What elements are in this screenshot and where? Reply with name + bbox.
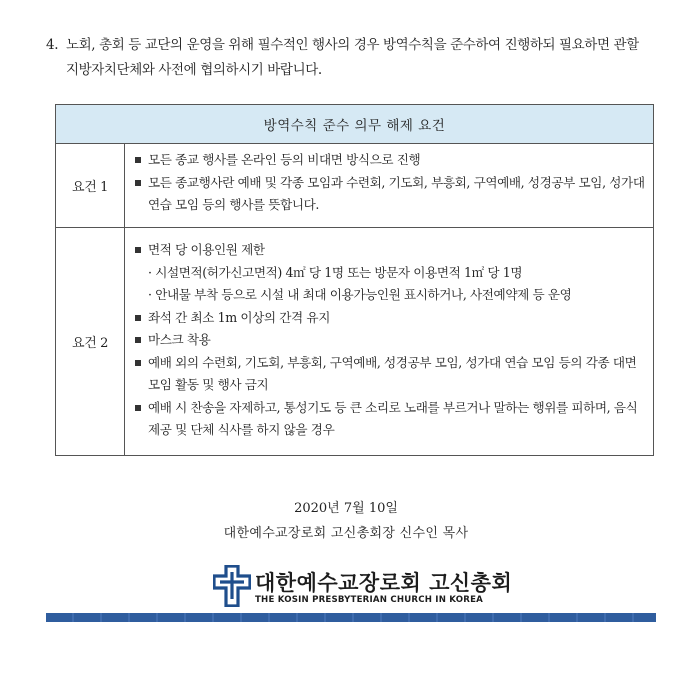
list-item: 모든 종교행사란 예배 및 각종 모임과 수련회, 기도회, 부흥회, 구역예배, 성경공부 모임, 성가대 연습 모임 등의 행사를 뜻합니다. <box>135 172 645 217</box>
sub-item: · 안내물 부착 등으로 시설 내 최대 이용가능인원 표시하거나, 사전예약제 등 운영 <box>135 284 645 307</box>
cross-emblem-icon <box>213 565 251 607</box>
intro-number: 4. <box>46 37 59 53</box>
logo-korean-name: 대한예수교장로회 고신총회 <box>255 571 513 595</box>
document-date: 2020년 7월 10일 <box>294 501 398 516</box>
row-label: 요건 2 <box>56 228 125 456</box>
logo-english-name: THE KOSIN PRESBYTERIAN CHURCH IN KOREA <box>255 595 484 605</box>
intro-line-1 <box>46 33 666 58</box>
footer-bar <box>46 613 656 622</box>
sub-item: · 시설면적(허가신고면적) 4㎡ 당 1명 또는 방문자 이용면적 1㎡ 당 1명 <box>135 262 645 285</box>
list-item: 예배 외의 수련회, 기도회, 부흥회, 구역예배, 성경공부 모임, 성가대 연습 모임 등의 각종 대면 모임 활동 및 행사 금지 <box>135 352 645 397</box>
list-item: 마스크 착용 <box>135 329 645 352</box>
row-label: 요건 1 <box>56 144 125 228</box>
table-row <box>56 144 654 228</box>
list-item: 예배 시 찬송을 자제하고, 통성기도 등 큰 소리로 노래를 부르거나 말하는 행위를 피하며, 음식 제공 및 단체 식사를 하지 않을 경우 <box>135 397 645 442</box>
intro-line-2: 지방자치단체와 사전에 협의하시기 바랍니다. <box>66 62 322 78</box>
table-row <box>56 228 654 456</box>
row-content <box>125 228 654 456</box>
intro-paragraph <box>46 33 666 83</box>
table-header: 방역수칙 준수 의무 해제 요건 <box>56 105 654 144</box>
list-item: 좌석 간 최소 1m 이상의 간격 유지 <box>135 307 645 330</box>
list-item: 면적 당 이용인원 제한 <box>135 239 645 262</box>
requirements-table <box>55 104 654 456</box>
list-item: 모든 종교 행사를 온라인 등의 비대면 방식으로 진행 <box>135 149 645 172</box>
signature-line: 대한예수교장로회 고신총회장 신수인 목사 <box>223 526 469 541</box>
intro-text-1: 노회, 총회 등 교단의 운영을 위해 필수적인 행사의 경우 방역수칙을 준수하여 진행하되 필요하면 관할 <box>66 37 639 53</box>
row-content <box>125 144 654 228</box>
church-logo <box>213 565 513 609</box>
